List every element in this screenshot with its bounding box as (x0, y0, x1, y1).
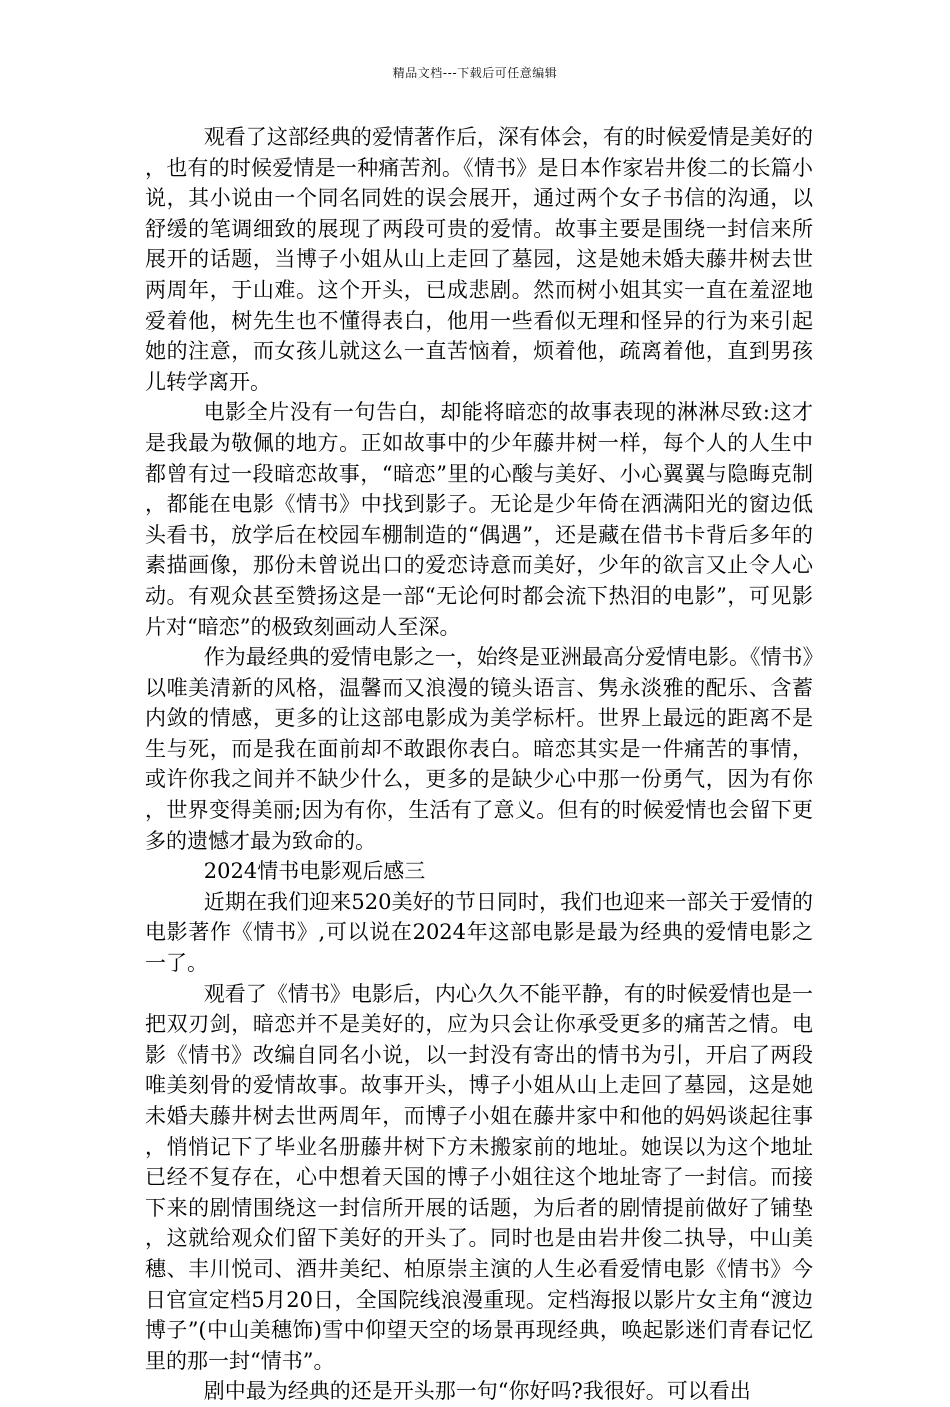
page-header: 精品文档---下载后可任意编辑 (392, 66, 558, 80)
paragraph-2: 电影全片没有一句告白，却能将暗恋的故事表现的淋淋尽致:这才是我最为敬佩的地方。正如故事中的少年藤井树一样，每个人的人生中都曾有过一段暗恋故事，“暗恋”里的心酸与美好、小心翼翼与隐晦克制，都能在电影《情书》中找到影子。无论是少年倚在洒满阳光的窗边低头看书，放学后在校园车棚制造的“偶遇”，还是藏在借书卡背后多年的素描画像，那份未曾说出口的爱恋诗意而美好，少年的欲言又止令人心动。有观众甚至赞扬这是一部“无论何时都会流下热泪的电影”，可见影片对“暗恋”的极致刻画动人至深。 (145, 400, 813, 639)
document-body (145, 122, 813, 1407)
paragraph-3: 作为最经典的爱情电影之一，始终是亚洲最高分爱情电影。《情书》以唯美清新的风格，温馨而又浪漫的镜头语言、隽永淡雅的配乐、含蓄内敛的情感，更多的让这部电影成为美学标杆。世界上最远的距离不是生与死，而是我在面前却不敢跟你表白。暗恋其实是一件痛苦的事情，或许你我之间并不缺少什么，更多的是缺少心中那一份勇气，因为有你，世界变得美丽;因为有你，生活有了意义。但有的时候爱情也会留下更多的遗憾才最为致命的。 (145, 645, 813, 853)
section-heading: 2024情书电影观后感三 (203, 859, 426, 884)
paragraph-6: 剧中最为经典的还是开头那一句“你好吗?我很好。可以看出 (203, 1379, 751, 1404)
paragraph-5: 观看了《情书》电影后，内心久久不能平静，有的时候爱情也是一把双刃剑，暗恋并不是美好的，应为只会让你承受更多的痛苦之情。电影《情书》改编自同名小说，以一封没有寄出的情书为引，开启了两段唯美刻骨的爱情故事。故事开头，博子小姐从山上走回了墓园，这是她未婚夫藤井树去世两周年，而博子小姐在藤井家中和他的妈妈谈起往事，悄悄记下了毕业名册藤井树下方未搬家前的地址。她误以为这个地址已经不复存在，心中想着天国的博子小姐往这个地址寄了一封信。而接下来的剧情围绕这一封信所开展的话题，为后者的剧情提前做好了铺垫，这就给观众们留下美好的开头了。同时也是由岩井俊二执导，中山美穗、丰川悦司、酒井美纪、柏原崇主演的人生必看爱情电影《情书》今日官宣定档5月20日，全国院线浪漫重现。定档海报以影片女主角“渡边博子”(中山美穗饰)雪中仰望天空的场景再现经典，唤起影迷们青春记忆里的那一封“情书”。 (145, 981, 813, 1373)
paragraph-4: 近期在我们迎来520美好的节日同时，我们也迎来一部关于爱情的电影著作《情书》,可以说在2024年这部电影是最为经典的爱情电影之一了。 (145, 889, 813, 976)
paragraph-1: 观看了这部经典的爱情著作后，深有体会，有的时候爱情是美好的，也有的时候爱情是一种痛苦剂。《情书》是日本作家岩井俊二的长篇小说，其小说由一个同名同姓的误会展开，通过两个女子书信的沟通，以舒缓的笔调细致的展现了两段可贵的爱情。故事主要是围绕一封信来所展开的话题，当博子小姐从山上走回了墓园，这是她未婚夫藤井树去世两周年，于山难。这个开头，已成悲剧。然而树小姐其实一直在羞涩地爱着他，树先生也不懂得表白，他用一些看似无理和怪异的行为来引起她的注意，而女孩儿就这么一直苦恼着，烦着他，疏离着他，直到男孩儿转学离开。 (145, 125, 813, 394)
